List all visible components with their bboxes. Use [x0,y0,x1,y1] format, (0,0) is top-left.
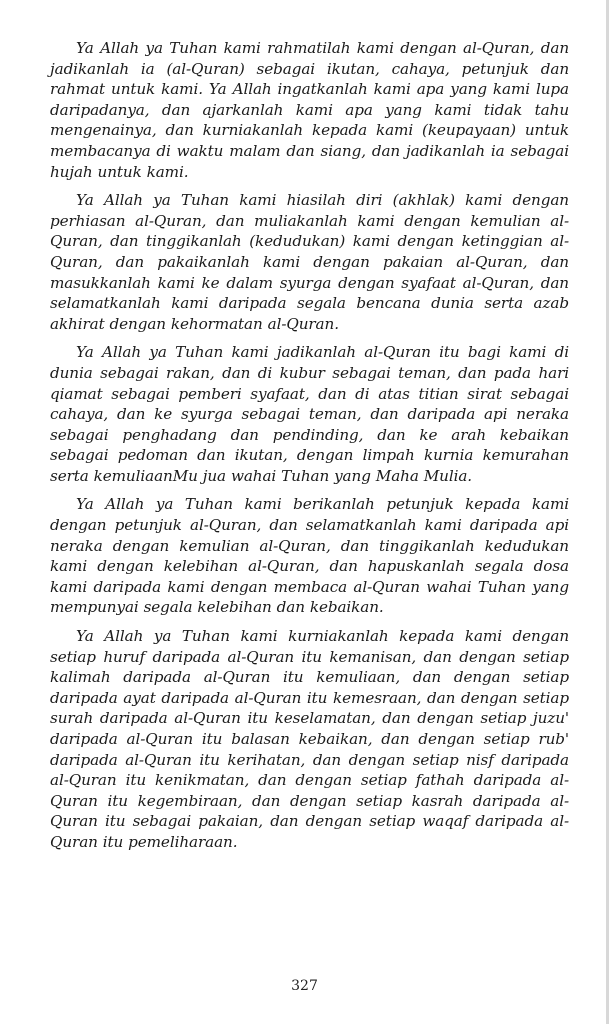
paragraph-4: Ya Allah ya Tuhan kami berikanlah petunjuk kepada kami dengan petunjuk al-Quran, dan selamatkanlah kami daripada api neraka dengan kemulian al-Quran, dan tinggikanlah kedudukan kami dengan kelebihan al-Quran, dan hapuskanlah segala dosa kami daripada kami dengan membaca al-Quran wahai Tuhan yang mempunyai segala kelebihan dan kebaikan. [50,495,569,617]
paragraph-2: Ya Allah ya Tuhan kami hiasilah diri (akhlak) kami dengan perhiasan al-Quran, dan muliakanlah kami dengan kemulian al-Quran, dan tinggikanlah (kedudukan) kami dengan ketinggian al-Quran, dan pakaikanlah kami dengan pakaian al-Quran, dan masukkanlah kami ke dalam syurga dengan syafaat al-Quran, dan selamatkanlah kami daripada segala bencana dunia serta azab akhirat dengan kehormatan al-Quran. [50,191,569,333]
paragraph-5: Ya Allah ya Tuhan kami kurniakanlah kepada kami dengan setiap huruf daripada al-Quran itu kemanisan, dan dengan setiap kalimah daripada al-Quran itu kemuliaan, dan dengan setiap daripada ayat daripada al-Quran itu kemesraan, dan dengan setiap surah daripada al-Quran itu keselamatan, dan dengan setiap juzu' daripada al-Quran itu balasan kebaikan, dan dengan setiap rub' daripada al-Quran itu kerihatan, dan dengan setiap nisf daripada al-Quran itu kenikmatan, dan dengan setiap fathah daripada al-Quran itu kegembiraan, dan dengan setiap kasrah daripada al-Quran itu sebagai pakaian, dan dengan setiap waqaf daripada al-Quran itu pemeliharaan. [50,627,569,851]
page-number: 327 [291,978,318,994]
body-text [50,38,569,853]
paragraph-1: Ya Allah ya Tuhan kami rahmatilah kami dengan al-Quran, dan jadikanlah ia (al-Quran) sebagai ikutan, cahaya, petunjuk dan rahmat untuk kami. Ya Allah ingatkanlah kami apa yang kami lupa daripadanya, dan ajarkanlah kami apa yang kami tidak tahu mengenainya, dan kurniakanlah kepada kami (keupayaan) untuk membacanya di waktu malam dan siang, dan jadikanlah ia sebagai hujah untuk kami. [50,39,569,181]
paragraph-3: Ya Allah ya Tuhan kami jadikanlah al-Quran itu bagi kami di dunia sebagai rakan, dan di kubur sebagai teman, dan pada hari qiamat sebagai pemberi syafaat, dan di atas titian sirat sebagai cahaya, dan ke syurga sebagai teman, dan daripada api neraka sebagai penghadang dan pendinding, dan ke arah kebaikan sebagai pedoman dan ikutan, dengan limpah kurnia kemurahan serta kemuliaanMu jua wahai Tuhan yang Maha Mulia. [50,343,569,485]
